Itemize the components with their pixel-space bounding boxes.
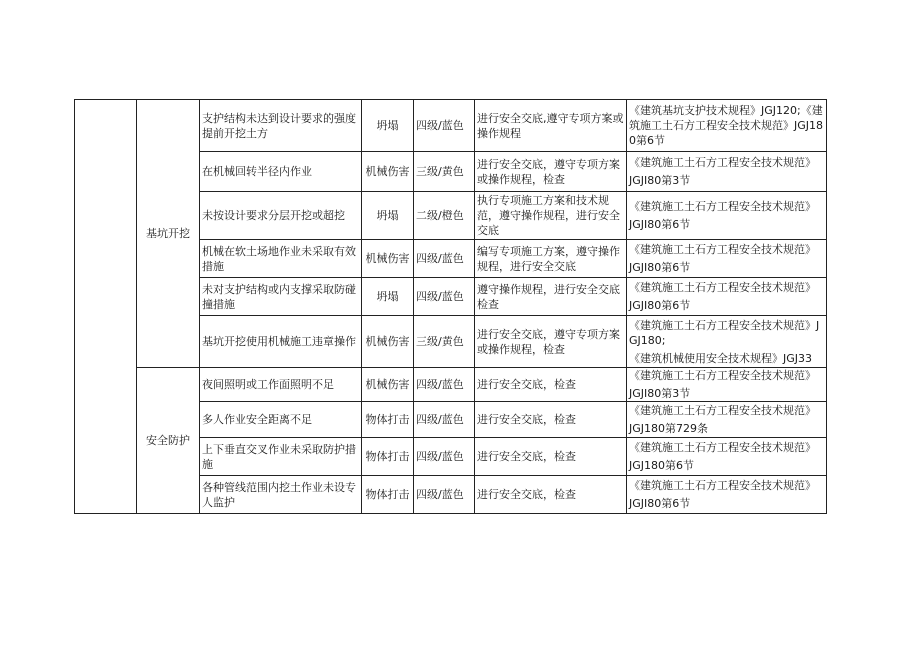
hazard-cell: 基坑开挖使用机械施工违章操作 xyxy=(200,316,362,368)
control-measure-cell: 进行安全交底，遵守专项方案或操作规程，检查 xyxy=(475,152,627,192)
regulation-text: 《建筑施工土石方工程安全技术规范》 xyxy=(629,369,816,382)
work-item-cell: 安全防护 xyxy=(137,368,200,514)
hazard-cell: 未对支护结构或内支撑采取防碰撞措施 xyxy=(200,278,362,316)
hazard-cell: 机械在软土场地作业未采取有效措施 xyxy=(200,240,362,278)
regulation-clause-text: JGJI80第3节 xyxy=(629,174,691,187)
regulation-text: 《建筑施工土石方工程安全技术规范》 xyxy=(629,243,816,256)
accident-type-cell: 物体打击 xyxy=(362,476,414,514)
regulation-clause-text: JGJI80第6节 xyxy=(629,261,691,274)
table-row xyxy=(75,368,827,402)
accident-type-cell: 机械伤害 xyxy=(362,368,414,402)
regulation-basis-cell xyxy=(627,100,827,152)
regulation-text: 《建筑施工土石方工程安全技术规范》 xyxy=(629,441,816,454)
control-measure-cell: 遵守操作规程，进行安全交底检查 xyxy=(475,278,627,316)
regulation-text: 《建筑施工土石方工程安全技术规范》 xyxy=(629,200,816,213)
hazard-cell: 在机械回转半径内作业 xyxy=(200,152,362,192)
control-measure-cell: 进行安全交底，检查 xyxy=(475,368,627,402)
control-measure-cell: 进行安全交底，检查 xyxy=(475,476,627,514)
accident-type-cell: 物体打击 xyxy=(362,438,414,476)
control-measure-cell: 进行安全交底，检查 xyxy=(475,438,627,476)
regulation-basis-cell xyxy=(627,476,827,514)
regulation-basis-cell xyxy=(627,152,827,192)
regulation-basis-cell xyxy=(627,192,827,240)
hazard-cell: 上下垂直交叉作业未采取防护措施 xyxy=(200,438,362,476)
regulation-basis-cell xyxy=(627,240,827,278)
control-measure-cell: 进行安全交底，遵守专项方案或操作规程，检查 xyxy=(475,316,627,368)
regulation-text: 《建筑施工土石方工程安全技术规范》 xyxy=(629,156,816,169)
risk-level-cell: 四级/蓝色 xyxy=(414,278,475,316)
accident-type-cell: 坍塌 xyxy=(362,100,414,152)
control-measure-cell: 执行专项施工方案和技术规范，遵守操作规程，进行安全交底 xyxy=(475,192,627,240)
regulation-basis-cell xyxy=(627,402,827,438)
regulation-clause-text: JGJ180第729条 xyxy=(629,422,709,435)
work-item-cell: 基坑开挖 xyxy=(137,100,200,368)
regulation-basis-cell xyxy=(627,368,827,402)
regulation-basis-cell xyxy=(627,438,827,476)
control-measure-cell: 进行安全交底,遵守专项方案或操作规程 xyxy=(475,100,627,152)
regulation-text: 《建筑基坑支护技术规程》JGJ120;《建筑施工土石方工程安全技术规范》JGJ180第6节 xyxy=(629,104,824,147)
control-measure-cell: 进行安全交底，检查 xyxy=(475,402,627,438)
risk-level-cell: 四级/蓝色 xyxy=(414,476,475,514)
risk-level-cell: 四级/蓝色 xyxy=(414,100,475,152)
accident-type-cell: 坍塌 xyxy=(362,278,414,316)
control-measure-cell: 编写专项施工方案，遵守操作规程，进行安全交底 xyxy=(475,240,627,278)
regulation-clause-text: JGJI80第6节 xyxy=(629,299,691,312)
accident-type-cell: 坍塌 xyxy=(362,192,414,240)
risk-level-cell: 四级/蓝色 xyxy=(414,438,475,476)
regulation-text: 《建筑施工土石方工程安全技术规范》 xyxy=(629,281,816,294)
risk-level-cell: 四级/蓝色 xyxy=(414,240,475,278)
accident-type-cell: 机械伤害 xyxy=(362,240,414,278)
regulation-basis-cell xyxy=(627,278,827,316)
table-row xyxy=(75,100,827,152)
hazard-cell: 支护结构未达到设计要求的强度提前开挖土方 xyxy=(200,100,362,152)
accident-type-cell: 机械伤害 xyxy=(362,152,414,192)
regulation-clause-text: JGJI80第3节 xyxy=(629,387,691,400)
risk-table xyxy=(74,99,827,514)
regulation-text: 《建筑施工土石方工程安全技术规范》 xyxy=(629,404,816,417)
accident-type-cell: 物体打击 xyxy=(362,402,414,438)
risk-level-cell: 四级/蓝色 xyxy=(414,368,475,402)
hazard-cell: 多人作业安全距离不足 xyxy=(200,402,362,438)
regulation-clause-text: JGJI80第6节 xyxy=(629,218,691,231)
hazard-cell: 各种管线范围内挖土作业未设专人监护 xyxy=(200,476,362,514)
regulation-text: 《建筑施工土石方工程安全技术规范》 xyxy=(629,479,816,492)
hazard-cell: 夜间照明或工作面照明不足 xyxy=(200,368,362,402)
blank-column-cell xyxy=(75,100,137,514)
risk-level-cell: 二级/橙色 xyxy=(414,192,475,240)
regulation-clause-text: JGJI80第6节 xyxy=(629,497,691,510)
risk-level-cell: 三级/黄色 xyxy=(414,316,475,368)
risk-level-cell: 三级/黄色 xyxy=(414,152,475,192)
regulation-clause-text: 《建筑机械使用安全技术规程》JGJ33 xyxy=(629,351,813,365)
risk-level-cell: 四级/蓝色 xyxy=(414,402,475,438)
regulation-text: 《建筑施工土石方工程安全技术规范》JGJ180; xyxy=(629,318,820,347)
accident-type-cell: 机械伤害 xyxy=(362,316,414,368)
hazard-cell: 未按设计要求分层开挖或超挖 xyxy=(200,192,362,240)
regulation-basis-cell xyxy=(627,316,827,368)
regulation-clause-text: JGJ180第6节 xyxy=(629,459,695,472)
